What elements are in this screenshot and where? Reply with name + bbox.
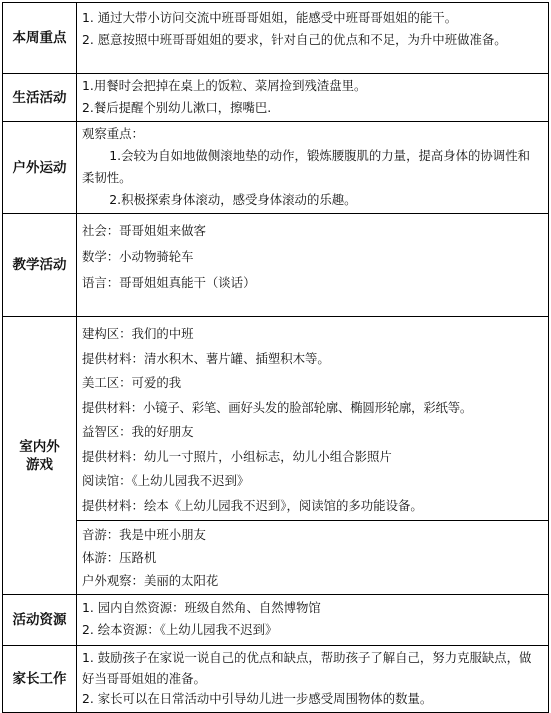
- cell-life: [77, 74, 549, 122]
- life-line-2: 2.餐后提醒个别幼儿漱口，擦嘴巴.: [82, 100, 272, 115]
- label-teaching: 教学活动: [3, 214, 77, 317]
- row-outdoor: [3, 122, 549, 214]
- life-line-1: 1.用餐时会把掉在桌上的饭粒、菜屑捡到残渣盘里。: [82, 78, 367, 93]
- teaching-line-3: 语言：哥哥姐姐真能干（谈话）: [82, 275, 256, 290]
- indoor-line-2: 提供材料：清水积木、薯片罐、插塑积木等。: [82, 350, 330, 366]
- row-life: [3, 74, 549, 122]
- teaching-line-2: 数学：小动物骑轮车: [82, 249, 194, 264]
- label-outdoor: 户外运动: [3, 122, 77, 214]
- weekly-plan-table: [2, 2, 549, 713]
- cell-outdoor: [77, 122, 549, 214]
- outdoor-line-1: 观察重点：: [82, 126, 144, 141]
- indoor-line-3: 美工区：可爱的我: [82, 375, 182, 390]
- row-resources: [3, 595, 549, 646]
- row-parents: [3, 646, 549, 713]
- indoor-line-7: 阅读馆：《上幼儿园我不迟到》: [82, 473, 250, 488]
- indoor-subsection: [77, 520, 548, 594]
- parents-line-1: 1. 鼓励孩子在家说一说自己的优点和缺点，帮助孩子了解自己，努力克服缺点，做好当哥哥姐姐的准备。: [82, 650, 532, 686]
- label-life: 生活活动: [3, 74, 77, 122]
- indoor-line-4: 提供材料：小镜子、彩笔、画好头发的脸部轮廓、椭圆形轮廓，彩纸等。: [82, 399, 473, 415]
- indoor-line-6: 提供材料：幼儿一寸照片，小组标志，幼儿小组合影照片: [82, 448, 392, 464]
- row-teaching: [3, 214, 549, 317]
- teaching-line-1: 社会：哥哥姐姐来做客: [82, 223, 206, 238]
- label-focus: 本周重点: [3, 3, 77, 74]
- outdoor-line-2: 1.会较为自如地做侧滚地垫的动作，锻炼腰腹肌的力量，提高身体的协调性和柔韧性。: [82, 148, 530, 185]
- label-resources: 活动资源: [3, 595, 77, 646]
- parents-line-2: 2. 家长可以在日常活动中引导幼儿进一步感受周围物体的数量。: [82, 691, 433, 706]
- label-indoor: [3, 317, 77, 595]
- indoor-line-8: 提供材料：绘本《上幼儿园我不迟到》，阅读馆的多功能设备。: [82, 497, 423, 513]
- focus-line-1: 1. 通过大带小访问交流中班哥哥姐姐，能感受中班哥哥姐姐的能干。: [82, 10, 458, 25]
- indoor-sub-line-1: 音游：我是中班小朋友: [82, 527, 206, 542]
- indoor-line-1: 建构区：我们的中班: [82, 326, 194, 341]
- label-indoor-line-2: 游戏: [26, 456, 53, 473]
- resources-line-2: 2. 绘本资源：《上幼儿园我不迟到》: [82, 622, 278, 637]
- cell-resources: [77, 595, 549, 646]
- label-parents: 家长工作: [3, 646, 77, 713]
- focus-line-2: 2. 愿意按照中班哥哥姐姐的要求，针对自己的优点和不足，为升中班做准备。: [82, 32, 507, 47]
- indoor-line-5: 益智区：我的好朋友: [82, 424, 194, 439]
- outdoor-line-3: 2.积极探索身体滚动，感受身体滚动的乐趣。: [109, 192, 357, 207]
- cell-parents: [77, 646, 549, 713]
- label-indoor-line-1: 室内外: [19, 438, 60, 455]
- cell-indoor: [77, 317, 549, 595]
- resources-line-1: 1. 园内自然资源：班级自然角、自然博物馆: [82, 600, 321, 615]
- cell-teaching: [77, 214, 549, 317]
- indoor-sub-line-2: 体游：压路机: [82, 550, 157, 565]
- indoor-sub-line-3: 户外观察：美丽的太阳花: [82, 573, 219, 588]
- row-focus: [3, 3, 549, 74]
- row-indoor: [3, 317, 549, 595]
- cell-focus: [77, 3, 549, 74]
